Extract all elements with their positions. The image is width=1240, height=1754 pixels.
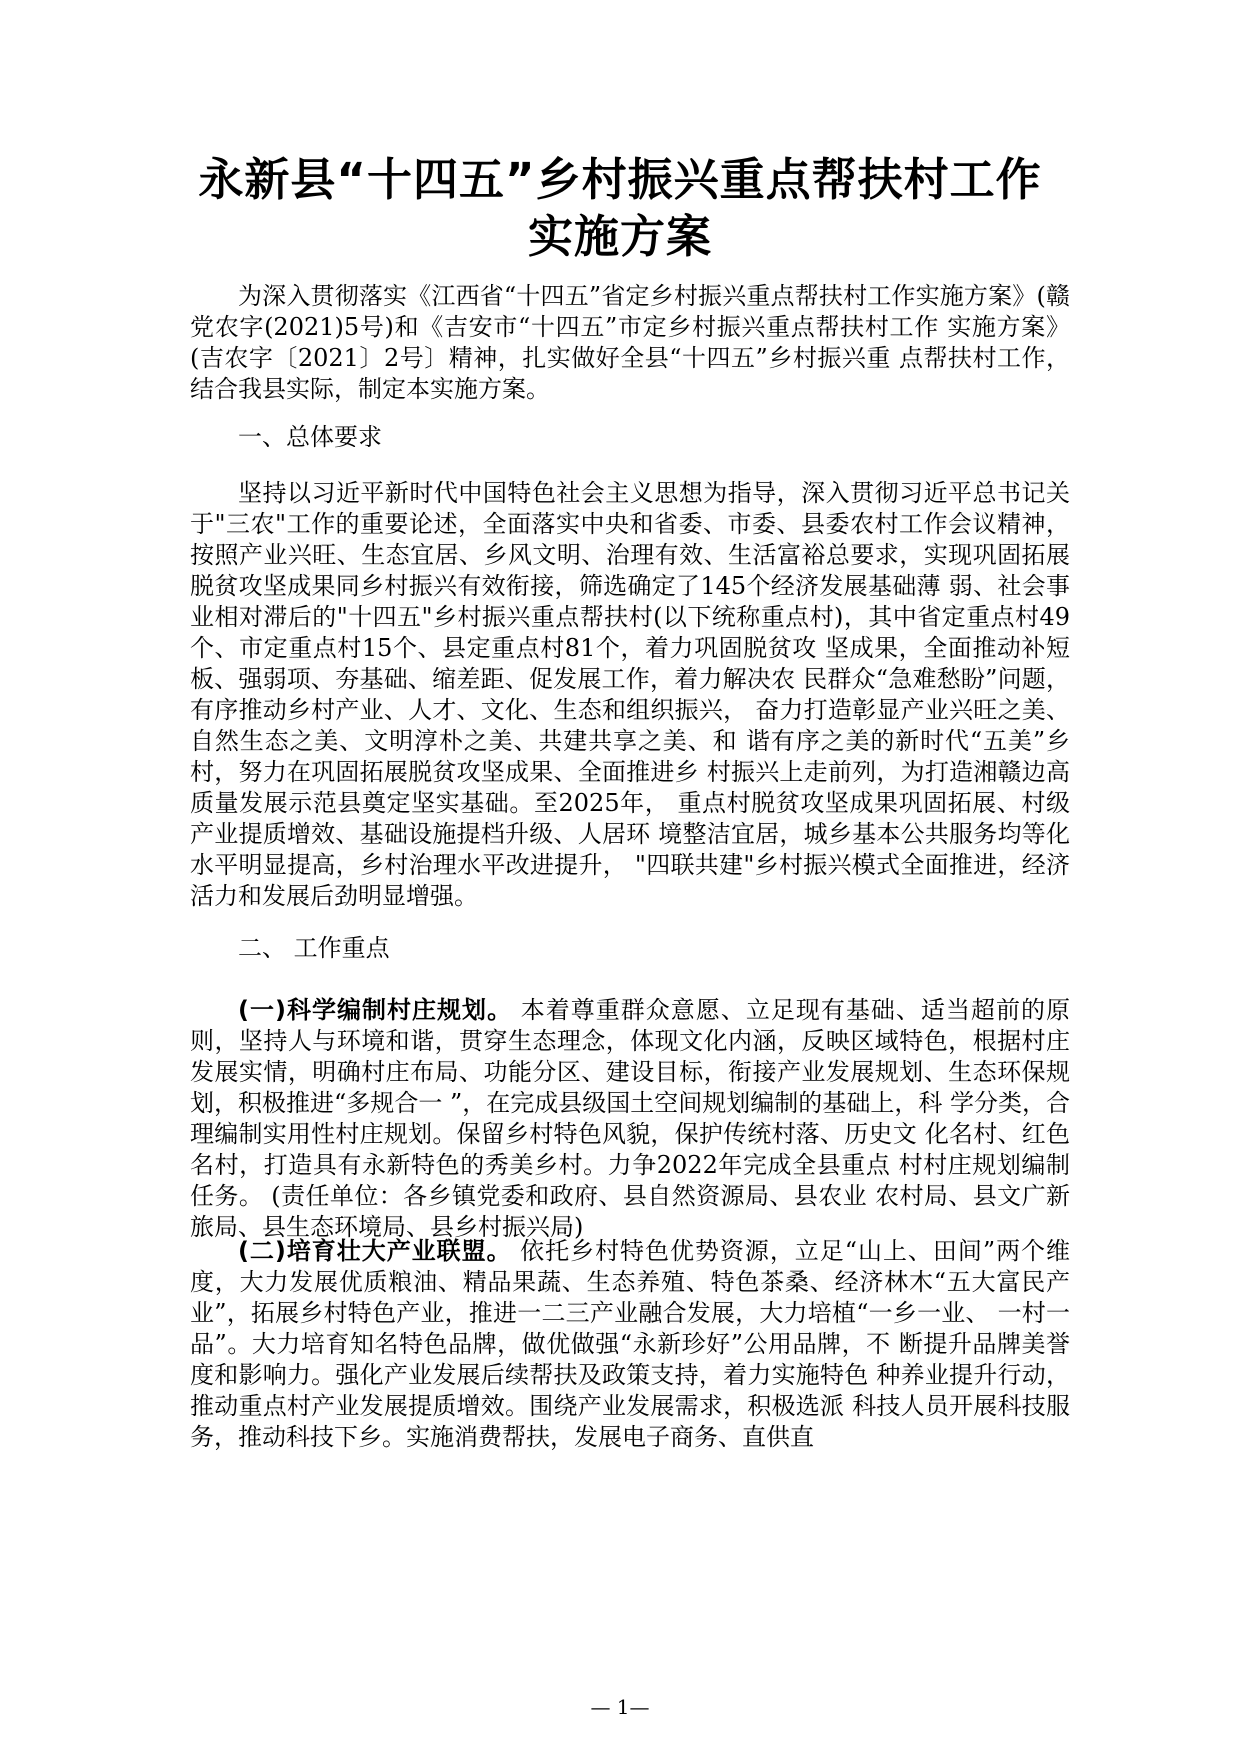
intro-paragraph: 为深入贯彻落实《江西省“十四五”省定乡村振兴重点帮扶村工作实施方案》(赣党农字(2021)5号)和《吉安市“十四五”市定乡村振兴重点帮扶村工作 实施方案》 (吉农字〔2021〕2号〕精神，扎实做好全县“十四五”乡村振兴重 点帮扶村工作，结合我县实际，制定本实施方案。 <box>190 282 1070 403</box>
village-planning-paragraph <box>190 995 1070 1243</box>
industry-alliance-lead: (二)培育壮大产业联盟。 <box>238 1237 512 1265</box>
section-heading-work-priorities: 二、 工作重点 <box>238 934 390 962</box>
document-title-line-2: 实施方案 <box>527 210 712 263</box>
industry-alliance-body: 依托乡村特色优势资源，立足“山上、田间”两个维度，大力发展优质粮油、精品果蔬、生态养殖、特色茶桑、经济林木“五大富民产业”，拓展乡村特色产业，推进一二三产业融合发展，大力培植“一乡一业、 一村一品”。大力培育知名特色品牌，做优做强“永新珍好”公用品牌，不 断提升品牌美誉度和影响力。强化产业发展后续帮扶及政策支持，着力实施特色 种养业提升行动，推动重点村产业发展提质增效。围绕产业发展需求，积极选派 科技人员开展科技服务，推动科技下乡。实施消费帮扶，发展电子商务、直供直 <box>190 1237 1070 1451</box>
industry-alliance-paragraph <box>190 1236 1070 1453</box>
village-planning-lead: (一)科学编制村庄规划。 <box>238 996 513 1024</box>
page-number: — 1— <box>590 1695 650 1719</box>
general-requirements-paragraph: 坚持以习近平新时代中国特色社会主义思想为指导，深入贯彻习近平总书记关于"三农"工作的重要论述，全面落实中央和省委、市委、县委农村工作会议精神，按照产业兴旺、生态宜居、乡风文明、治理有效、生活富裕总要求，实现巩固拓展脱贫攻坚成果同乡村振兴有效衔接，筛选确定了145个经济发展基础薄 弱、社会事业相对滞后的"十四五"乡村振兴重点帮扶村(以下统称重点村)，其中省定重点村49个、市定重点村15个、县定重点村81个，着力巩固脱贫攻 坚成果，全面推动补短板、强弱项、夯基础、缩差距、促发展工作，着力解决农 民群众“急难愁盼”问题，有序推动乡村产业、人才、文化、生态和组织振兴， 奋力打造彰显产业兴旺之美、自然生态之美、文明淳朴之美、共建共享之美、和 谐有序之美的新时代“五美”乡村，努力在巩固拓展脱贫攻坚成果、全面推进乡 村振兴上走前列，为打造湘赣边高质量发展示范县奠定坚实基础。至2025年， 重点村脱贫攻坚成果巩固拓展、村级产业提质增效、基础设施提档升级、人居环 境整洁宜居，城乡基本公共服务均等化水平明显提高，乡村治理水平改进提升， "四联共建"乡村振兴模式全面推进，经济活力和发展后劲明显增强。 <box>190 479 1070 910</box>
village-planning-body: 本着尊重群众意愿、立足现有基础、适当超前的原则，坚持人与环境和谐，贯穿生态理念，体现文化内涵，反映区域特色，根据村庄发展实情，明确村庄布局、功能分区、建设目标，衔接产业发展规划、生态环保规划，积极推进“多规合一 ”，在完成县级国土空间规划编制的基础上，科 学分类，合理编制实用性村庄规划。保留乡村特色风貌，保护传统村落、历史文 化名村、红色名村，打造具有永新特色的秀美乡村。力争2022年完成全县重点 村村庄规划编制任务。 (责任单位：各乡镇党委和政府、县自然资源局、县农业 农村局、县文广新旅局、县生态环境局、县乡村振兴局) <box>190 996 1070 1241</box>
section-heading-general-requirements: 一、总体要求 <box>238 423 382 451</box>
document-title-line-1: 永新县“十四五”乡村振兴重点帮扶村工作 <box>198 153 1042 206</box>
